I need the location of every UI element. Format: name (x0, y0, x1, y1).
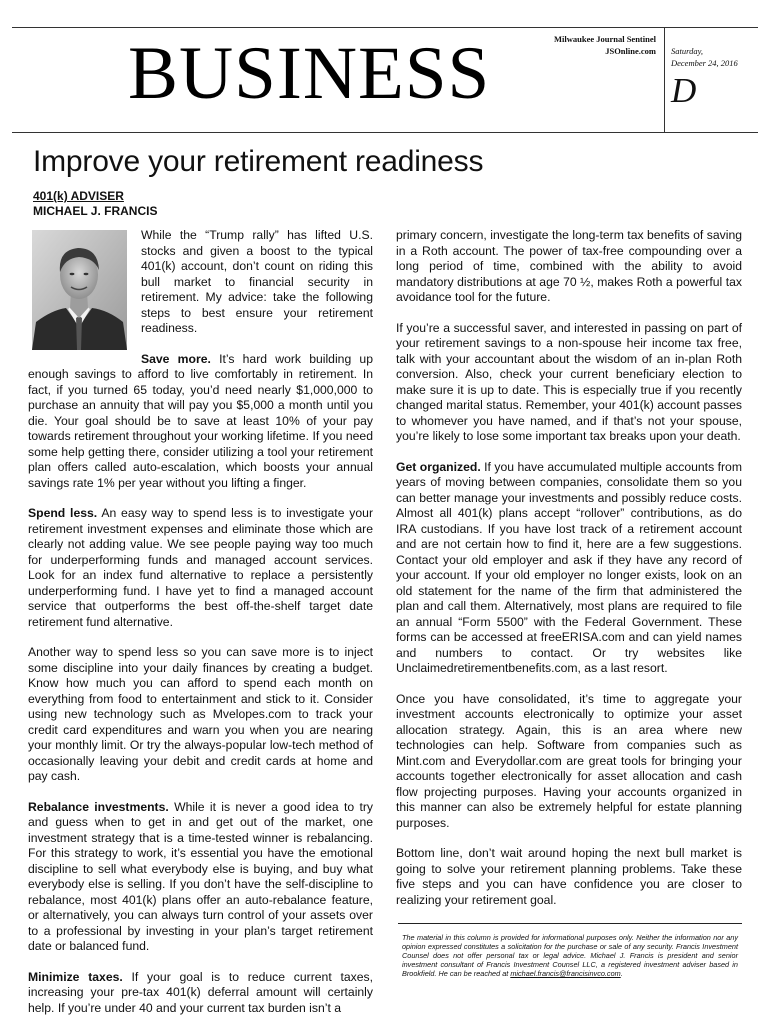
paragraph-successful-saver: If you’re a successful saver, and interested in passing on part of your retirement savings to a non-spouse heir income tax free, talk with your accountant about the wisdom of an in-plan Roth conversion. Also, check your current beneficiary election to make sure it is up to date. This is especially true if you recently changed marital status. Remember, your 401(k) account passes to whomever you have named, and if that’s not your spouse, you’re likely to lose some important tax breaks upon your death. (396, 320, 742, 443)
paragraph-minimize-taxes (28, 970, 373, 1017)
author-name: MICHAEL J. FRANCIS (33, 204, 158, 218)
publication-day: December 24, 2016 (671, 58, 738, 68)
column-name: 401(k) ADVISER (33, 189, 124, 203)
paragraph-budget: Another way to spend less so you can save more is to inject some discipline into your daily finances by creating a budget. Know how much you can afford to spend each month on everything from food to entertainment and stick to it. Consider using new technology such as Mvelopes.com to track your credit card expenditures and warn you when you are nearing your monthly limit. Or try the always-popular low-tech method of occasionally leaving your debit and credit cards at home and pay cash. (28, 645, 373, 783)
disclaimer-text: The material in this column is provided for informational purposes only. Neither the information nor any opinion expressed constitutes a solicitation for the purchase or sale of any security. Francis Investment Counsel does not offer personal tax or legal advice. Michael J. Francis is president and senior investment consultant of Francis Investment Counsel LLC, a registered investment adviser based in Brookfield. He can be reached at (402, 933, 738, 978)
author-email-link[interactable]: michael.francis@francisinvco.com (510, 969, 621, 978)
subhead-save-more: Save more. (141, 351, 211, 366)
publication-weekday: Saturday, (671, 46, 704, 56)
disclaimer-rule (398, 923, 742, 924)
text-save-more: It’s hard work building up enough savings to afford to live comfortably in retirement. In fact, if you turned 65 today, you’d need nearly $1,000,000 to purchase an annuity that will pay you $5,000 a month until you die. Your goal should be to save at least 10% of your pay towards retirement throughout your working lifetime. If you need some help getting there, consider utilizing a tool your retirement plan offers called auto-escalation, which boosts your annual savings rate 1% per year without you lifting a finger. (28, 351, 373, 490)
text-minimize-taxes: If your goal is to reduce current taxes, increasing your pre-tax 401(k) deferral amount will certainly help. If you’re under 40 and your current tax burden isn’t a (28, 969, 373, 1015)
masthead-top-rule (12, 27, 758, 28)
paper-name-block (554, 33, 656, 57)
masthead-bottom-rule (12, 132, 758, 133)
paragraph-consolidated: Once you have consolidated, it’s time to aggregate your investment accounts electronically to optimize your asset allocation strategy. Again, this is an area where new technologies can help. Software from companies such as Mint.com and Everydollar.com are great tools for bringing your accounts together electronically for asset allocation and cash flow projecting purposes. Having your accounts organized in this manner can also be extremely helpful for estate planning purposes. (396, 691, 742, 830)
subhead-minimize-taxes: Minimize taxes. (28, 969, 123, 984)
subhead-get-organized: Get organized. (396, 459, 481, 474)
paper-name: Milwaukee Journal Sentinel (553, 34, 656, 44)
article-column-right (396, 228, 742, 978)
disclaimer (402, 933, 738, 978)
paragraph-bottom-line: Bottom line, don’t wait around hoping the next bull market is going to solve your retirement planning problems. Take these five steps and you can have confidence you are closer to realizing your retirement goal. (396, 846, 742, 907)
paragraph-save-more (28, 352, 373, 492)
paragraph-roth: primary concern, investigate the long-term tax benefits of saving in a Roth account. The power of tax-free compounding over a long period of time, combined with the ability to avoid mandatory distributions at age 70 ½, makes Roth a powerful tax avoidance tool for the future. (396, 228, 742, 304)
text-rebalance: While it is never a good idea to try and guess when to get in and get out of the market, one investment strategy that is a time-tested winner is rebalancing. For this strategy to work, it’s essential you have the emotional discipline to sell what everybody else is buying, and buy what everybody else is selling. If you don’t have the self-discipline to rebalance, most 401(k) plans offer an auto-rebalance feature, or alternatively, you can always turn control of your assets over to a professional by investing in your plan’s target retirement date or balanced fund. (28, 799, 374, 953)
section-title: BUSINESS (128, 32, 491, 115)
paper-site: JSOnline.com (605, 46, 656, 56)
section-letter: D (671, 71, 697, 110)
paragraph-rebalance (28, 800, 373, 955)
author-photo (32, 230, 127, 350)
subhead-spend-less: Spend less. (28, 506, 98, 520)
text-get-organized: If you have accumulated multiple accounts from years of moving between companies, consolidate them so you can better manage your investments and possibly reduce costs. Almost all 401(k) plans accept “rollover” contributions, as do IRA custodians. If you have lost track of a retirement account and are not certain how to find it, here are a few suggestions. Contact your old employer and ask if they have any record of your account. If your old employer no longer exists, look on an old statement for the name of the firm that administered the plan and call them. Alternatively, most plans are required to file an annual “Form 5500” with the Federal Government. These forms can be accessed at freeERISA.com and can yield names and numbers to contact. Or try websites like Unclaimedretirementbenefits.com, as a last resort. (396, 459, 742, 675)
text-spend-less: An easy way to spend less is to investigate your retirement investment expenses and eliminate those which are clearly not adding value. We see people paying way too much for underperforming funds and managed account services. Look for an index fund alternative to replace a persistently underperforming fund. I have yet to find a managed account service that outperforms the best off-the-shelf target date retirement fund alternative. (28, 506, 373, 629)
intro-paragraph: While the “Trump rally” has lifted U.S. stocks and given a boost to the typical 401(k) account, don’t count on riding this bull market to financial security in retirement. My advice: take the following steps to best ensure your retirement readiness. (141, 228, 373, 335)
disclaimer-end: . (620, 969, 623, 978)
subhead-rebalance: Rebalance investments. (28, 799, 169, 814)
publication-date (671, 45, 738, 69)
author-photo-image (32, 230, 127, 350)
paragraph-get-organized (396, 460, 742, 677)
article-column-left (28, 228, 373, 1024)
masthead-divider (664, 27, 665, 132)
byline (33, 189, 157, 219)
paragraph-spend-less (28, 506, 373, 630)
article-headline: Improve your retirement readiness (33, 145, 484, 178)
